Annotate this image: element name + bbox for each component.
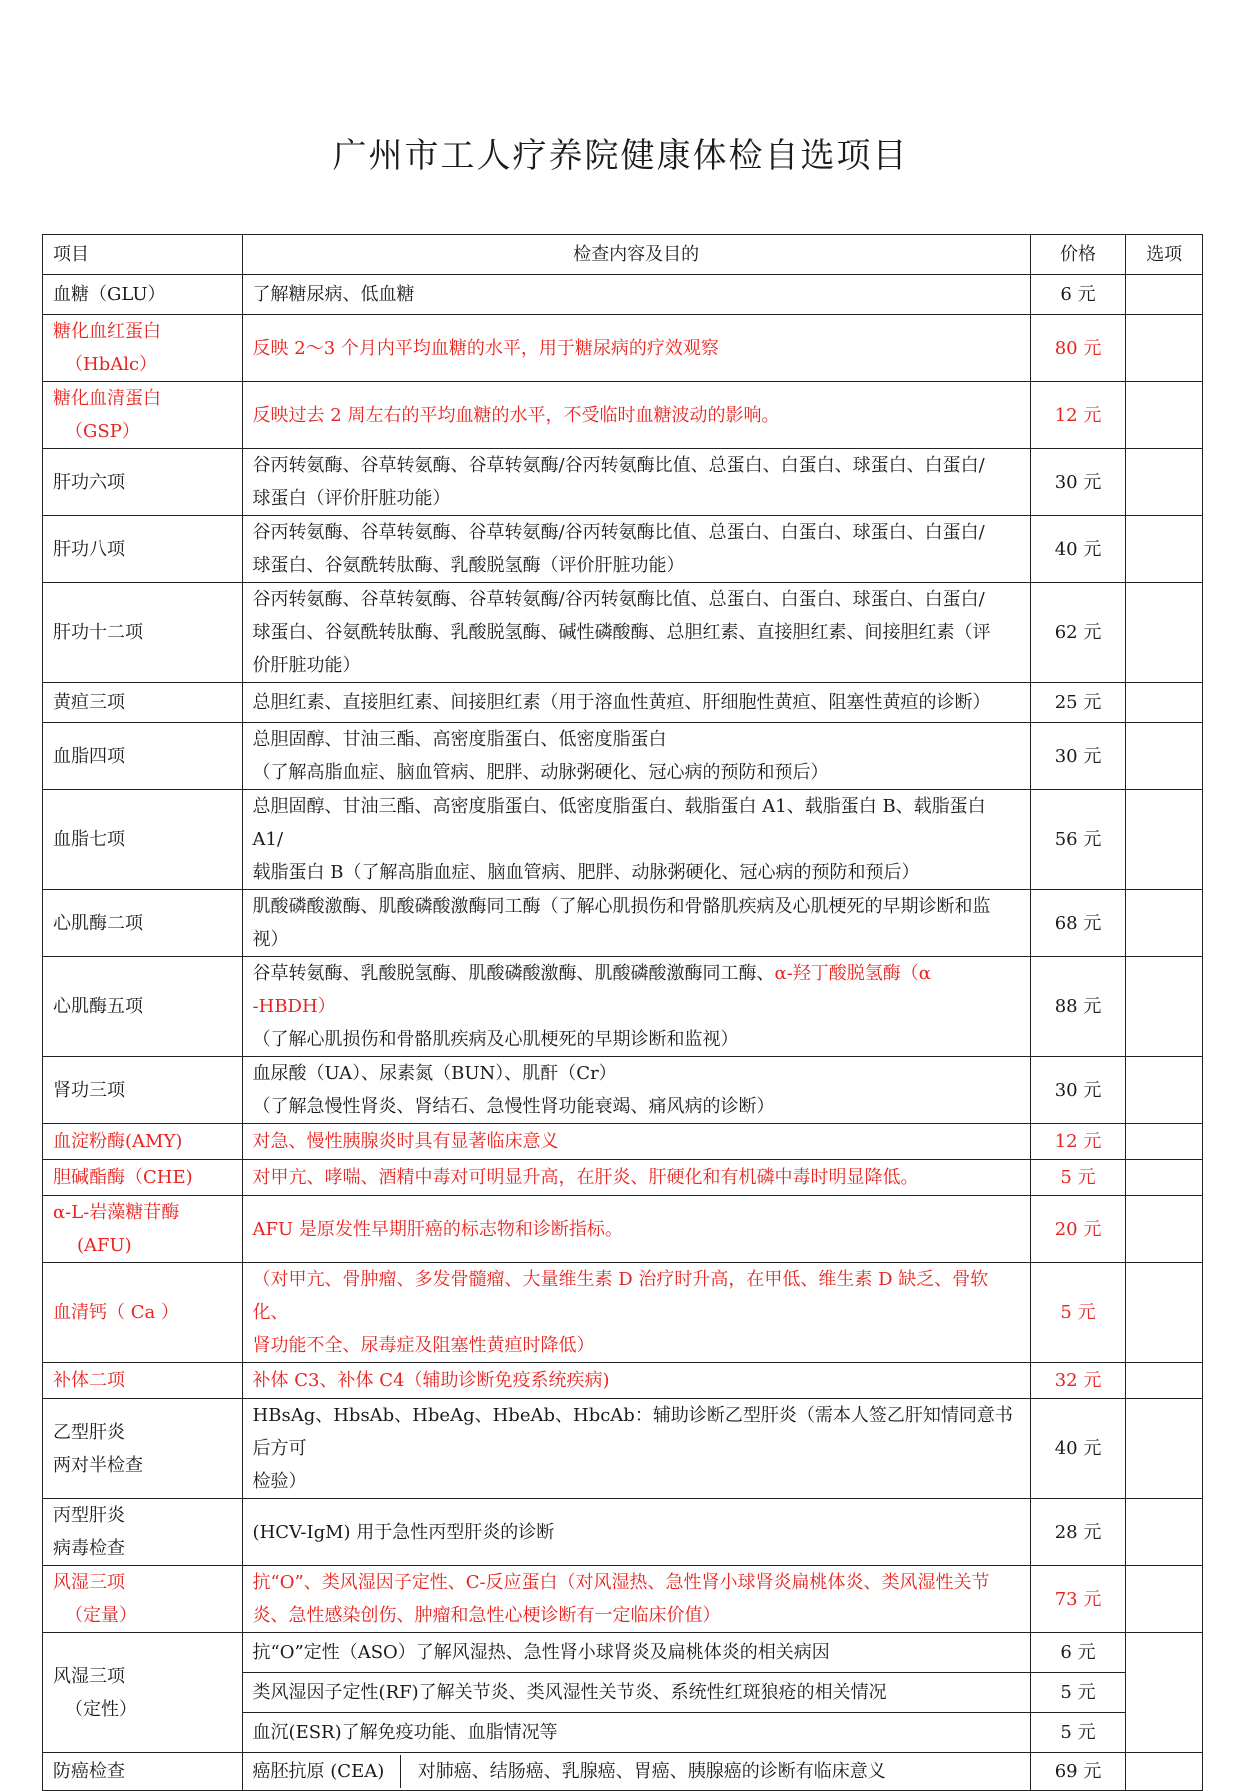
item-desc: 补体 C3、补体 C4（辅助诊断免疫系统疾病) bbox=[242, 1363, 1030, 1399]
item-desc: AFU 是原发性早期肝癌的标志物和诊断指标。 bbox=[242, 1196, 1030, 1263]
item-price: 30 元 bbox=[1030, 723, 1126, 790]
item-price: 12 元 bbox=[1030, 382, 1126, 449]
table-row bbox=[43, 1566, 1203, 1633]
item-desc: 对急、慢性胰腺炎时具有显著临床意义 bbox=[242, 1124, 1030, 1160]
table-row bbox=[43, 1160, 1203, 1196]
item-name: 心肌酶五项 bbox=[43, 957, 243, 1057]
option-cell[interactable] bbox=[1126, 890, 1203, 957]
item-name: 乙型肝炎 两对半检查 bbox=[43, 1399, 243, 1499]
table-row bbox=[43, 1124, 1203, 1160]
option-cell[interactable] bbox=[1126, 683, 1203, 723]
item-price: 80 元 bbox=[1030, 315, 1126, 382]
option-cell[interactable] bbox=[1126, 583, 1203, 683]
item-name: 血脂七项 bbox=[43, 790, 243, 890]
item-name: 防癌检查 bbox=[43, 1753, 243, 1791]
item-price: 56 元 bbox=[1030, 790, 1126, 890]
item-price: 12 元 bbox=[1030, 1124, 1126, 1160]
header-desc: 检查内容及目的 bbox=[242, 235, 1030, 275]
item-price: 30 元 bbox=[1030, 449, 1126, 516]
item-name: 肝功六项 bbox=[43, 449, 243, 516]
item-desc: 谷丙转氨酶、谷草转氨酶、谷草转氨酶/谷丙转氨酶比值、总蛋白、白蛋白、球蛋白、白蛋白/ 球蛋白、谷氨酰转肽酶、乳酸脱氢酶、碱性磷酸酶、总胆红素、直接胆红素、间接胆红素（评 价肝脏功能） bbox=[242, 583, 1030, 683]
item-price: 40 元 bbox=[1030, 516, 1126, 583]
item-price: 25 元 bbox=[1030, 683, 1126, 723]
option-cell[interactable] bbox=[1126, 1196, 1203, 1263]
item-price: 6 元 bbox=[1030, 275, 1126, 315]
item-desc: 类风湿因子定性(RF)了解关节炎、类风湿性关节炎、系统性红斑狼疮的相关情况 bbox=[242, 1673, 1030, 1713]
option-cell[interactable] bbox=[1126, 275, 1203, 315]
item-name: 风湿三项 （定性） bbox=[43, 1633, 243, 1753]
item-desc: 对甲亢、哮喘、酒精中毒对可明显升高，在肝炎、肝硬化和有机磷中毒时明显降低。 bbox=[242, 1160, 1030, 1196]
table-row bbox=[43, 1399, 1203, 1499]
option-cell[interactable] bbox=[1126, 382, 1203, 449]
table-row bbox=[43, 449, 1203, 516]
table-row bbox=[43, 382, 1203, 449]
table-row bbox=[43, 1196, 1203, 1263]
item-desc: 抗“O”定性（ASO）了解风湿热、急性肾小球肾炎及扁桃体炎的相关病因 bbox=[242, 1633, 1030, 1673]
table-row bbox=[43, 516, 1203, 583]
item-desc: 抗“O”、类风湿因子定性、C-反应蛋白（对风湿热、急性肾小球肾炎扁桃体炎、类风湿性关节 炎、急性感染创伤、肿瘤和急性心梗诊断有一定临床价值） bbox=[242, 1566, 1030, 1633]
item-name: 丙型肝炎 病毒检查 bbox=[43, 1499, 243, 1566]
item-name: 糖化血清蛋白 （GSP） bbox=[43, 382, 243, 449]
option-cell[interactable] bbox=[1126, 1263, 1203, 1363]
item-desc: 癌胚抗原 (CEA) 对肺癌、结肠癌、乳腺癌、胃癌、胰腺癌的诊断有临床意义 bbox=[242, 1753, 1030, 1791]
header-option: 选项 bbox=[1126, 235, 1203, 275]
item-price: 62 元 bbox=[1030, 583, 1126, 683]
item-price: 40 元 bbox=[1030, 1399, 1126, 1499]
item-name: 心肌酶二项 bbox=[43, 890, 243, 957]
item-desc: HBsAg、HbsAb、HbeAg、HbeAb、HbcAb：辅助诊断乙型肝炎（需本人签乙肝知情同意书后方可 检验） bbox=[242, 1399, 1030, 1499]
option-cell[interactable] bbox=[1126, 1633, 1203, 1753]
item-desc: 反映过去 2 周左右的平均血糖的水平，不受临时血糖波动的影响。 bbox=[242, 382, 1030, 449]
table-row bbox=[43, 683, 1203, 723]
item-price: 69 元 bbox=[1030, 1753, 1126, 1791]
item-desc: 总胆固醇、甘油三酯、高密度脂蛋白、低密度脂蛋白、载脂蛋白 A1、载脂蛋白 B、载脂蛋白 A1/ 载脂蛋白 B（了解高脂血症、脑血管病、肥胖、动脉粥硬化、冠心病的预防和预后） bbox=[242, 790, 1030, 890]
table-row bbox=[43, 1263, 1203, 1363]
item-name: 血脂四项 bbox=[43, 723, 243, 790]
item-price: 73 元 bbox=[1030, 1566, 1126, 1633]
option-cell[interactable] bbox=[1126, 315, 1203, 382]
page-title: 广州市工人疗养院健康体检自选项目 bbox=[332, 136, 909, 176]
item-price: 28 元 bbox=[1030, 1499, 1126, 1566]
table-row bbox=[43, 1363, 1203, 1399]
table-row bbox=[43, 1753, 1203, 1791]
table-row bbox=[43, 1499, 1203, 1566]
item-name: 黄疸三项 bbox=[43, 683, 243, 723]
table-row bbox=[43, 790, 1203, 890]
item-price: 30 元 bbox=[1030, 1057, 1126, 1124]
item-desc: 肌酸磷酸激酶、肌酸磷酸激酶同工酶（了解心肌损伤和骨骼肌疾病及心肌梗死的早期诊断和监 视） bbox=[242, 890, 1030, 957]
item-desc: 谷草转氨酶、乳酸脱氢酶、肌酸磷酸激酶、肌酸磷酸激酶同工酶、α-羟丁酸脱氢酶（α -HBDH） （了解心肌损伤和骨骼肌疾病及心肌梗死的早期诊断和监视） bbox=[242, 957, 1030, 1057]
option-cell[interactable] bbox=[1126, 516, 1203, 583]
item-desc: 血尿酸（UA）、尿素氮（BUN）、肌酐（Cr） （了解急慢性肾炎、肾结石、急慢性肾功能衰竭、痛风病的诊断） bbox=[242, 1057, 1030, 1124]
exam-items-table bbox=[42, 234, 1203, 1791]
item-name: 血清钙（ Ca ） bbox=[43, 1263, 243, 1363]
option-cell[interactable] bbox=[1126, 1566, 1203, 1633]
item-price: 32 元 bbox=[1030, 1363, 1126, 1399]
option-cell[interactable] bbox=[1126, 1160, 1203, 1196]
item-name: 肝功八项 bbox=[43, 516, 243, 583]
item-price: 5 元 bbox=[1030, 1160, 1126, 1196]
option-cell[interactable] bbox=[1126, 1124, 1203, 1160]
item-price: 6 元 bbox=[1030, 1633, 1126, 1673]
table-row bbox=[43, 275, 1203, 315]
option-cell[interactable] bbox=[1126, 1363, 1203, 1399]
item-price: 20 元 bbox=[1030, 1196, 1126, 1263]
item-name: 血糖（GLU） bbox=[43, 275, 243, 315]
table-row bbox=[43, 1057, 1203, 1124]
item-name: α-L-岩藻糖苷酶 (AFU) bbox=[43, 1196, 243, 1263]
item-price: 5 元 bbox=[1030, 1713, 1126, 1753]
item-name: 血淀粉酶(AMY) bbox=[43, 1124, 243, 1160]
table-row bbox=[43, 723, 1203, 790]
item-desc: 谷丙转氨酶、谷草转氨酶、谷草转氨酶/谷丙转氨酶比值、总蛋白、白蛋白、球蛋白、白蛋白/ 球蛋白、谷氨酰转肽酶、乳酸脱氢酶（评价肝脏功能） bbox=[242, 516, 1030, 583]
table-row bbox=[43, 1633, 1203, 1673]
item-name: 胆碱酯酶（CHE) bbox=[43, 1160, 243, 1196]
option-cell[interactable] bbox=[1126, 957, 1203, 1057]
option-cell[interactable] bbox=[1126, 1753, 1203, 1791]
table-row bbox=[43, 957, 1203, 1057]
item-price: 88 元 bbox=[1030, 957, 1126, 1057]
item-desc: 血沉(ESR)了解免疫功能、血脂情况等 bbox=[242, 1713, 1030, 1753]
item-desc: (HCV-IgM) 用于急性丙型肝炎的诊断 bbox=[242, 1499, 1030, 1566]
item-name: 肾功三项 bbox=[43, 1057, 243, 1124]
table-row bbox=[43, 315, 1203, 382]
item-desc: 总胆固醇、甘油三酯、高密度脂蛋白、低密度脂蛋白 （了解高脂血症、脑血管病、肥胖、动脉粥硬化、冠心病的预防和预后） bbox=[242, 723, 1030, 790]
item-name: 风湿三项 （定量） bbox=[43, 1566, 243, 1633]
option-cell[interactable] bbox=[1126, 1499, 1203, 1566]
option-cell[interactable] bbox=[1126, 1057, 1203, 1124]
item-name: 补体二项 bbox=[43, 1363, 243, 1399]
item-desc: 谷丙转氨酶、谷草转氨酶、谷草转氨酶/谷丙转氨酶比值、总蛋白、白蛋白、球蛋白、白蛋白/ 球蛋白（评价肝脏功能） bbox=[242, 449, 1030, 516]
item-price: 5 元 bbox=[1030, 1263, 1126, 1363]
item-name: 糖化血红蛋白 （HbAlc） bbox=[43, 315, 243, 382]
option-cell[interactable] bbox=[1126, 790, 1203, 890]
header-name: 项目 bbox=[43, 235, 243, 275]
option-cell[interactable] bbox=[1126, 1399, 1203, 1499]
table-row bbox=[43, 890, 1203, 957]
table-row bbox=[43, 583, 1203, 683]
option-cell[interactable] bbox=[1126, 449, 1203, 516]
item-price: 68 元 bbox=[1030, 890, 1126, 957]
item-desc: 总胆红素、直接胆红素、间接胆红素（用于溶血性黄疸、肝细胞性黄疸、阻塞性黄疸的诊断） bbox=[242, 683, 1030, 723]
option-cell[interactable] bbox=[1126, 723, 1203, 790]
item-price: 5 元 bbox=[1030, 1673, 1126, 1713]
item-desc: 反映 2～3 个月内平均血糖的水平，用于糖尿病的疗效观察 bbox=[242, 315, 1030, 382]
item-desc: （对甲亢、骨肿瘤、多发骨髓瘤、大量维生素 D 治疗时升高，在甲低、维生素 D 缺乏、骨软化、 肾功能不全、尿毒症及阻塞性黄疸时降低） bbox=[242, 1263, 1030, 1363]
header-price: 价格 bbox=[1030, 235, 1126, 275]
table-header-row bbox=[43, 235, 1203, 275]
item-name: 肝功十二项 bbox=[43, 583, 243, 683]
item-desc: 了解糖尿病、低血糖 bbox=[242, 275, 1030, 315]
